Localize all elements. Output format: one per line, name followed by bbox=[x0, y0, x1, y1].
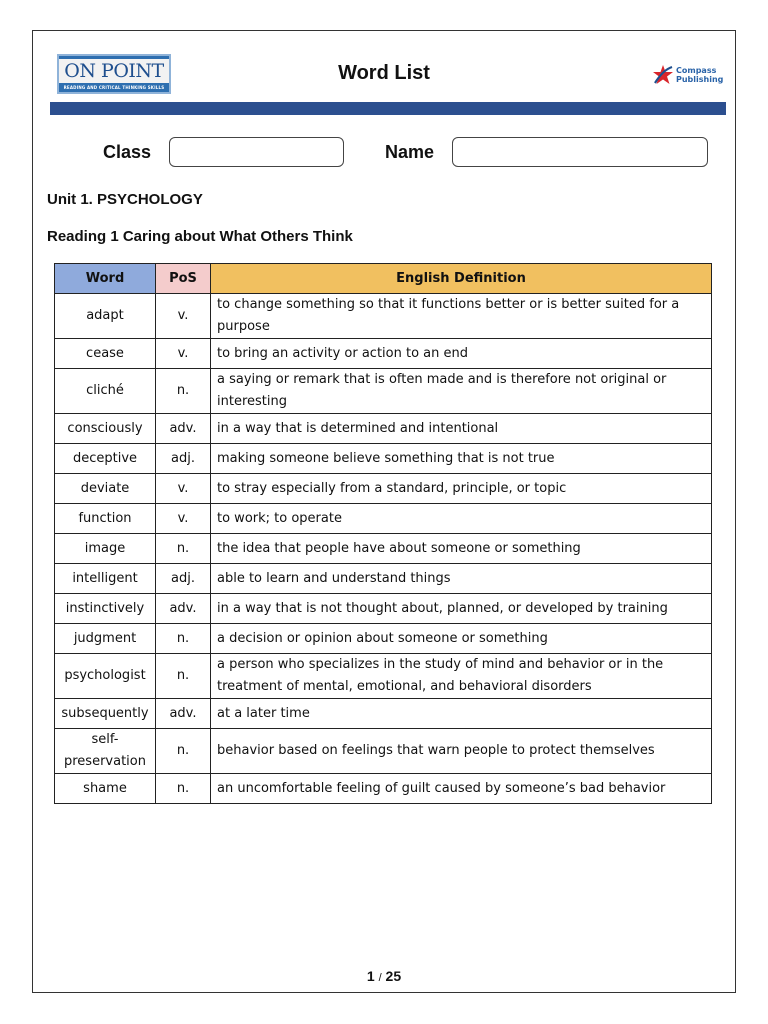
definition-cell: making someone believe something that is not true bbox=[211, 444, 712, 474]
definition-cell: a person who specializes in the study of mind and behavior or in the treatment of mental, emotional, and behavioral disorders bbox=[211, 654, 712, 699]
pos-cell: n. bbox=[156, 774, 211, 804]
pos-cell: v. bbox=[156, 504, 211, 534]
table-header-row bbox=[55, 264, 712, 294]
word-cell: intelligent bbox=[55, 564, 156, 594]
word-cell: judgment bbox=[55, 624, 156, 654]
table-row bbox=[55, 534, 712, 564]
word-cell: deceptive bbox=[55, 444, 156, 474]
logo-text: ON POINT bbox=[59, 59, 169, 83]
word-cell: consciously bbox=[55, 414, 156, 444]
class-label: Class bbox=[103, 142, 152, 162]
table-row bbox=[55, 654, 712, 699]
pos-cell: adv. bbox=[156, 699, 211, 729]
word-cell: function bbox=[55, 504, 156, 534]
table-row bbox=[55, 369, 712, 414]
pos-cell: adj. bbox=[156, 564, 211, 594]
pos-cell: adv. bbox=[156, 594, 211, 624]
unit-heading: Unit 1. PSYCHOLOGY bbox=[47, 191, 203, 208]
pos-cell: adj. bbox=[156, 444, 211, 474]
table-row bbox=[55, 414, 712, 444]
pos-cell: adv. bbox=[156, 414, 211, 444]
publisher-name: Compass Publishing bbox=[676, 66, 724, 84]
name-field[interactable] bbox=[452, 137, 708, 167]
table-row bbox=[55, 729, 712, 774]
pos-cell: n. bbox=[156, 369, 211, 414]
pos-cell: v. bbox=[156, 474, 211, 504]
pos-cell: v. bbox=[156, 294, 211, 339]
current-page: 1 bbox=[366, 968, 375, 984]
header-divider-bar bbox=[50, 102, 726, 115]
logo-subtitle: READING AND CRITICAL THINKING SKILLS bbox=[63, 85, 165, 90]
word-cell: deviate bbox=[55, 474, 156, 504]
table-row bbox=[55, 774, 712, 804]
pos-cell: n. bbox=[156, 534, 211, 564]
table-row bbox=[55, 594, 712, 624]
pos-column-header: PoS bbox=[156, 264, 211, 294]
word-cell: cliché bbox=[55, 369, 156, 414]
definition-cell: a decision or opinion about someone or something bbox=[211, 624, 712, 654]
table-row bbox=[55, 294, 712, 339]
table-row bbox=[55, 474, 712, 504]
definition-cell: a saying or remark that is often made and is therefore not original or interesting bbox=[211, 369, 712, 414]
definition-cell: to stray especially from a standard, principle, or topic bbox=[211, 474, 712, 504]
definition-cell: in a way that is not thought about, planned, or developed by training bbox=[211, 594, 712, 624]
word-cell: image bbox=[55, 534, 156, 564]
pos-cell: v. bbox=[156, 339, 211, 369]
definition-cell: to work; to operate bbox=[211, 504, 712, 534]
definition-cell: behavior based on feelings that warn people to protect themselves bbox=[211, 729, 712, 774]
table-row bbox=[55, 504, 712, 534]
class-field[interactable] bbox=[169, 137, 344, 167]
word-cell: cease bbox=[55, 339, 156, 369]
pos-cell: n. bbox=[156, 624, 211, 654]
definition-cell: at a later time bbox=[211, 699, 712, 729]
word-cell: psychologist bbox=[55, 654, 156, 699]
page-separator: / bbox=[378, 972, 382, 984]
definition-cell: the idea that people have about someone or something bbox=[211, 534, 712, 564]
table-row bbox=[55, 699, 712, 729]
table-row bbox=[55, 444, 712, 474]
page-title: Word List bbox=[338, 62, 430, 84]
name-label: Name bbox=[385, 142, 435, 162]
reading-heading: Reading 1 Caring about What Others Think bbox=[47, 228, 353, 245]
definition-cell: able to learn and understand things bbox=[211, 564, 712, 594]
table-row bbox=[55, 624, 712, 654]
compass-star-icon bbox=[652, 64, 674, 86]
page-number bbox=[0, 968, 768, 984]
pos-cell: n. bbox=[156, 654, 211, 699]
word-cell: instinctively bbox=[55, 594, 156, 624]
word-cell: self-preservation bbox=[55, 729, 156, 774]
table-row bbox=[55, 564, 712, 594]
word-table bbox=[54, 263, 712, 804]
definition-cell: in a way that is determined and intentional bbox=[211, 414, 712, 444]
definition-cell: an uncomfortable feeling of guilt caused by someone’s bad behavior bbox=[211, 774, 712, 804]
definition-column-header: English Definition bbox=[211, 264, 712, 294]
definition-cell: to change something so that it functions better or is better suited for a purpose bbox=[211, 294, 712, 339]
total-pages: 25 bbox=[385, 968, 402, 984]
word-column-header: Word bbox=[55, 264, 156, 294]
table-row bbox=[55, 339, 712, 369]
word-cell: shame bbox=[55, 774, 156, 804]
pos-cell: n. bbox=[156, 729, 211, 774]
definition-cell: to bring an activity or action to an end bbox=[211, 339, 712, 369]
word-cell: adapt bbox=[55, 294, 156, 339]
publisher-logo bbox=[652, 63, 724, 87]
word-cell: subsequently bbox=[55, 699, 156, 729]
